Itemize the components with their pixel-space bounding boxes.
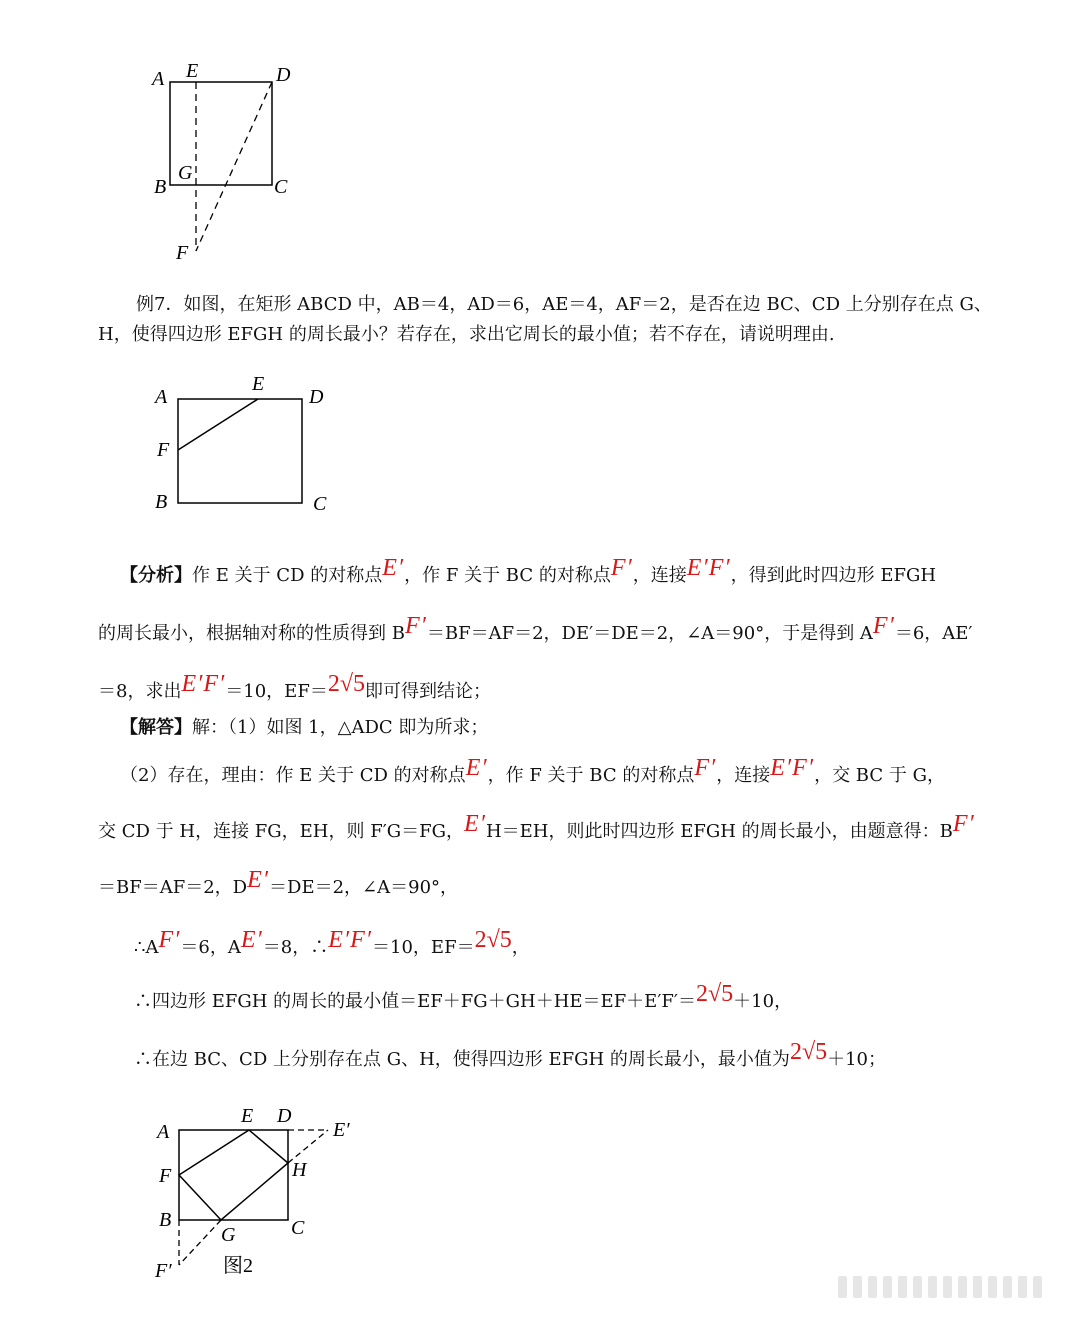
label-b: B <box>154 176 167 198</box>
math-ef-prime: E′F′ <box>770 755 815 781</box>
analysis-text: ＝6，AE′ <box>894 623 973 644</box>
label-c-mid: C <box>313 493 327 515</box>
analysis-line1 <box>120 555 937 588</box>
solution-line3 <box>98 811 975 844</box>
label-a-bottom: A <box>157 1121 170 1143</box>
label-d-bottom: D <box>277 1105 292 1127</box>
math-e-prime: E′ <box>247 867 270 893</box>
solution-text: （2）存在，理由：作 E 关于 CD 的对称点 <box>120 765 466 786</box>
solution-text: ＋10， <box>733 991 793 1012</box>
math-f-prime: F′ <box>872 613 895 639</box>
solution-text: ＋10； <box>827 1049 887 1070</box>
math-e-prime: E′ <box>240 927 263 953</box>
analysis-text: ＝10，EF＝ <box>225 681 328 702</box>
figure-caption: 图2 <box>223 1255 253 1277</box>
figure-top <box>140 55 320 265</box>
math-f-prime: F′ <box>404 613 427 639</box>
label-a-mid: A <box>155 386 168 408</box>
dashed-g-fprime <box>179 1220 221 1265</box>
label-b-mid: B <box>155 491 168 513</box>
rect-abcd-bottom <box>179 1130 288 1220</box>
math-ef-prime: E′F′ <box>328 927 373 953</box>
math-two-root5: 2√5 <box>696 981 734 1007</box>
example7-line1: 例7．如图，在矩形 ABCD 中，AB＝4，AD＝6，AE＝4，AF＝2，是否在边 BC、CD 上分别存在点 G、 <box>136 294 992 315</box>
analysis-text: ＝BF＝AF＝2，DE′＝DE＝2，∠A＝90°，于是得到 A <box>426 623 873 644</box>
solution-text: ，作 F 关于 BC 的对称点 <box>487 765 695 786</box>
math-f-prime: F′ <box>610 555 633 581</box>
solution-text: ，交 BC 于 G， <box>814 765 945 786</box>
math-f-prime: F′ <box>158 927 181 953</box>
math-two-root5: 2√5 <box>789 1039 828 1065</box>
math-f-prime: F′ <box>694 755 717 781</box>
analysis-text: 作 E 关于 CD 的对称点 <box>192 565 383 586</box>
math-two-root5: 2√5 <box>474 927 512 953</box>
solution-text: ∴A <box>134 937 159 958</box>
solution-text: 交 CD 于 H，连接 FG，EH，则 F′G＝FG， <box>98 821 465 842</box>
figure-bottom <box>145 1100 375 1290</box>
label-e: E <box>186 60 199 82</box>
label-a: A <box>152 68 165 90</box>
analysis-text: 的周长最小，根据轴对称的性质得到 B <box>98 623 405 644</box>
figure-mid <box>145 370 345 520</box>
solution-line4 <box>98 867 459 900</box>
label-h-bottom: H <box>292 1159 307 1181</box>
label-e-mid: E <box>252 373 265 395</box>
label-g: G <box>178 162 193 184</box>
label-d-mid: D <box>309 386 324 408</box>
segment-ef <box>178 399 258 450</box>
example7-line2: H，使得四边形 EFGH 的周长最小？若存在，求出它周长的最小值；若不存在，请说明理由. <box>98 324 835 345</box>
solution-text: ，连接 <box>716 765 771 786</box>
math-e-prime: E′ <box>465 755 488 781</box>
label-c-bottom: C <box>291 1217 305 1239</box>
solution-text: ∴在边 BC、CD 上分别存在点 G、H，使得四边形 EFGH 的周长最小，最小值为 <box>134 1049 790 1070</box>
label-f-mid: F <box>157 439 170 461</box>
analysis-text: ，得到此时四边形 EFGH <box>730 565 937 586</box>
label-f: F <box>176 242 189 264</box>
label-fprime-bottom: F′ <box>155 1260 172 1282</box>
analysis-tag: 【分析】 <box>120 565 192 586</box>
solution-line2 <box>120 755 945 788</box>
label-g-bottom: G <box>221 1224 236 1246</box>
analysis-line3 <box>98 671 491 704</box>
solution-line6 <box>134 981 793 1014</box>
rect-abcd-mid <box>178 399 302 503</box>
label-d: D <box>276 64 291 86</box>
analysis-line2 <box>98 613 973 646</box>
label-e-bottom: E <box>241 1105 254 1127</box>
analysis-text: ，连接 <box>632 565 687 586</box>
label-b-bottom: B <box>159 1209 172 1231</box>
solution-line7 <box>134 1039 887 1072</box>
label-eprime-bottom: E′ <box>333 1119 350 1141</box>
analysis-text: ＝8，求出 <box>98 681 182 702</box>
solution-text: ∴四边形 EFGH 的周长的最小值＝EF＋FG＋GH＋HE＝EF＋E′F′＝ <box>134 991 696 1012</box>
label-c: C <box>274 176 288 198</box>
math-two-root5: 2√5 <box>327 671 365 697</box>
analysis-text: 即可得到结论； <box>365 681 491 702</box>
analysis-text: ，作 F 关于 BC 的对称点 <box>404 565 611 586</box>
solution-text: ＝8，∴ <box>262 937 329 958</box>
solution-line1 <box>120 716 488 740</box>
math-e-prime: E′ <box>464 811 486 837</box>
solution-text: ＝DE＝2，∠A＝90°， <box>269 877 459 898</box>
watermark-bars <box>838 1276 1060 1300</box>
solution-text: ＝BF＝AF＝2，D <box>98 877 248 898</box>
solution-text: H＝EH，则此时四边形 EFGH 的周长最小，由题意得：B <box>485 821 953 842</box>
math-f-prime: F′ <box>952 811 975 837</box>
solution-tag: 【解答】 <box>120 717 192 738</box>
solution-text: ＝6，A <box>180 937 241 958</box>
solution-text: ＝10，EF＝ <box>372 937 475 958</box>
solution-text: 解：（1）如图 1，△ADC 即为所求； <box>192 717 489 738</box>
solution-line5 <box>134 927 530 960</box>
math-e-prime: E′ <box>382 555 405 581</box>
math-ef-prime: E′F′ <box>686 555 731 581</box>
dashed-line-df <box>196 82 272 251</box>
solution-text: ， <box>511 937 530 958</box>
label-f-bottom: F <box>159 1165 172 1187</box>
quad-efgh <box>179 1130 288 1220</box>
math-ef-prime: E′F′ <box>181 671 226 697</box>
